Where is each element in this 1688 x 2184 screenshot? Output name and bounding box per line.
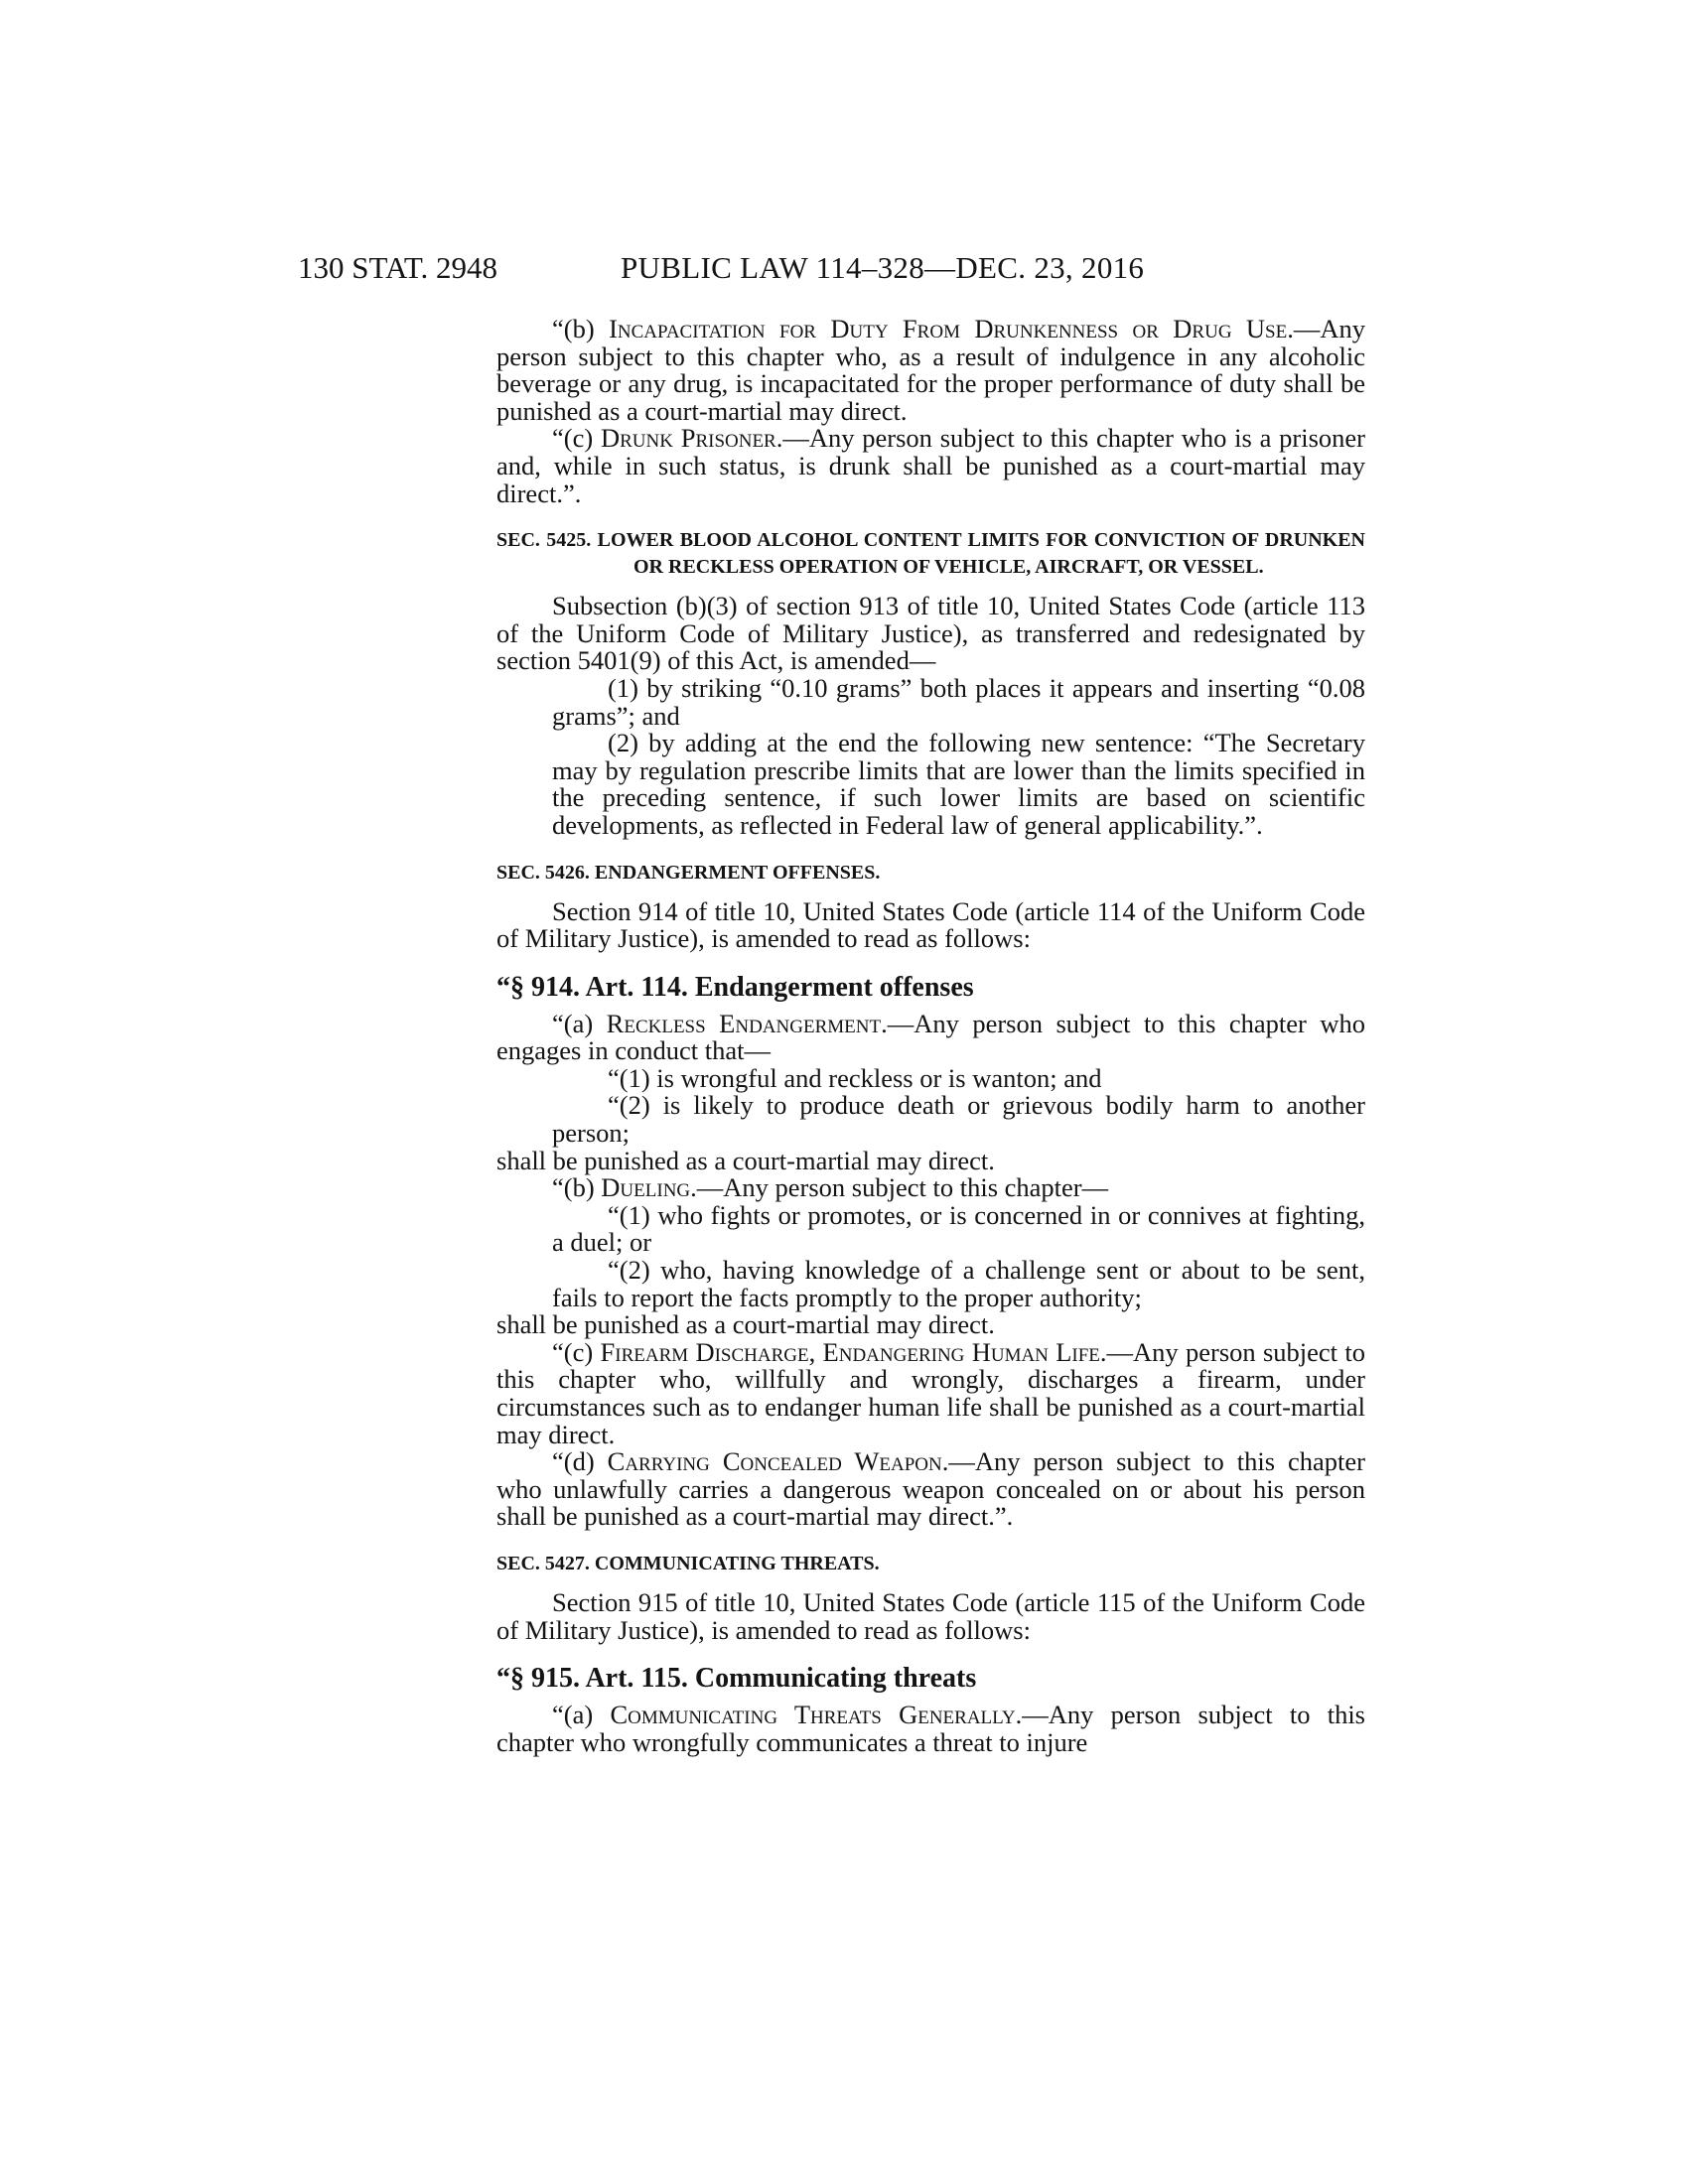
section-heading-5427: SEC. 5427. COMMUNICATING THREATS. bbox=[496, 1552, 880, 1574]
article-114-subsection-d: “(d) Carrying Concealed Weapon.—Any person subject to this chapter who unlawfully carries a dangerous weapon concealed on or about his person shall be punished as a court-martial may direct.”. bbox=[496, 1446, 1365, 1532]
paragraph-heading: Carrying Concealed Weapon bbox=[607, 1446, 942, 1477]
section-5427-intro: Section 915 of title 10, United States Code (article 115 of the Uniform Code of Military Justice), is amended to read as follows: bbox=[496, 1586, 1365, 1645]
article-114-subsection-a: “(a) Reckless Endangerment.—Any person subject to this chapter who engages in conduct that— bbox=[496, 1008, 1365, 1066]
paragraph-heading: Dueling bbox=[601, 1172, 691, 1203]
law-title: PUBLIC LAW 114–328—DEC. 23, 2016 bbox=[621, 250, 1145, 285]
section-heading-5426: SEC. 5426. ENDANGERMENT OFFENSES. bbox=[496, 861, 881, 884]
article-114-a-close: shall be punished as a court-martial may direct. bbox=[496, 1145, 995, 1175]
document-body bbox=[496, 316, 1365, 1756]
article-114-b-close: shall be punished as a court-martial may direct. bbox=[496, 1309, 995, 1340]
article-114-heading: “§ 914. Art. 114. Endangerment offenses bbox=[496, 971, 974, 1003]
article-114-b-1: “(1) who fights or promotes, or is concerned in or connives at fighting, a duel; or bbox=[552, 1199, 1365, 1258]
article-114-b-2: “(2) who, having knowledge of a challenge sent or about to be sent, fails to report the facts promptly to the proper authority; bbox=[552, 1255, 1365, 1312]
paragraph-heading: Drunk Prisoner bbox=[600, 423, 776, 454]
article-114-subsection-b: “(b) Dueling.—Any person subject to this chapter— bbox=[552, 1172, 1109, 1203]
section-5425-item-2: (2) by adding at the end the following new sentence: “The Secretary may by regulation prescribe limits that are lower than the limits specified in the preceding sentence, if such lower limits are based on scientific developments, as reflected in Federal law of general applicability.”. bbox=[552, 728, 1365, 840]
stat-page-number: 130 STAT. 2948 bbox=[298, 250, 498, 285]
running-head bbox=[298, 250, 1420, 294]
article-115-subsection-a: “(a) Communicating Threats Generally.—Any person subject to this chapter who wrongfully communicates a threat to injure bbox=[496, 1700, 1365, 1757]
paragraph-c-drunk-prisoner: “(c) Drunk Prisoner.—Any person subject to this chapter who is a prisoner and, while in such status, is drunk shall be punished as a court-martial may direct.”. bbox=[496, 423, 1365, 508]
article-115-heading: “§ 915. Art. 115. Communicating threats bbox=[496, 1663, 977, 1695]
article-114-subsection-c: “(c) Firearm Discharge, Endangering Human Life.—Any person subject to this chapter who, willfully and wrongly, discharges a firearm, under circumstances such as to endanger human life shall be punished as a court-martial may direct. bbox=[496, 1336, 1365, 1449]
paragraph-heading: Firearm Discharge, Endangering Human Life bbox=[600, 1336, 1100, 1367]
paragraph-b-incapacitation: “(b) Incapacitation for Duty From Drunkenness or Drug Use.—Any person subject to this chapter who, as a result of indulgence in any alcoholic beverage or any drug, is incapacitated for the proper performance of duty shall be punished as a court-martial may direct. bbox=[496, 314, 1365, 426]
article-114-a-2: “(2) is likely to produce death or grievous bodily harm to another person; bbox=[552, 1090, 1365, 1149]
paragraph-heading: Reckless Endangerment bbox=[606, 1008, 882, 1038]
paragraph-heading: Communicating Threats Generally bbox=[610, 1700, 1016, 1730]
section-5425-intro: Subsection (b)(3) of section 913 of title 10, United States Code (article 113 of the Uniform Code of Military Justice), as transferred and redesignated by section 5401(9) of this Act, is amended— bbox=[496, 591, 1365, 676]
paragraph-heading: Incapacitation for Duty From Drunkenness or Drug Use bbox=[609, 314, 1288, 343]
section-heading-5425: SEC. 5425. LOWER BLOOD ALCOHOL CONTENT LIMITS FOR CONVICTION OF DRUNKEN OR RECKLESS OPERATION OF VEHICLE, AIRCRAFT, OR VESSEL. bbox=[496, 529, 1365, 579]
section-5425-item-1: (1) by striking “0.10 grams” both places it appears and inserting “0.08 grams”; and bbox=[552, 672, 1365, 731]
article-114-a-1: “(1) is wrongful and reckless or is wanton; and bbox=[608, 1062, 1102, 1093]
section-5426-intro: Section 914 of title 10, United States Code (article 114 of the Uniform Code of Military Justice), is amended to read as follows: bbox=[496, 895, 1365, 954]
